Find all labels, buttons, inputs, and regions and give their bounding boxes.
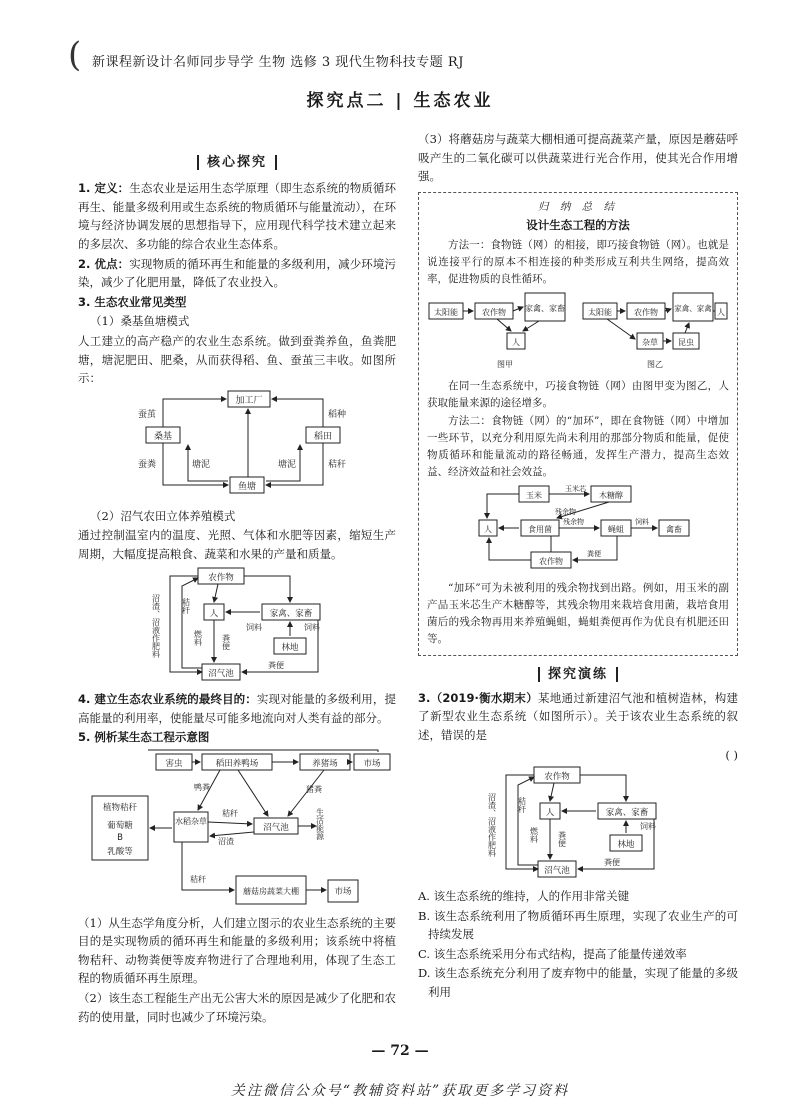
label-glucose: 葡萄糖	[107, 820, 133, 831]
answer-3: （3）将蘑菇房与蔬菜大棚相通可提高蔬菜产量，原因是蘑菇呼吸产生的二氧化碳可以供蔬菜进行光合作用，使其光合作用增强。	[418, 132, 738, 184]
label-straw2: 秸秆	[181, 598, 191, 615]
method-1-note: 在同一生态系统中，巧接食物链（网）由图甲变为图乙，人获取能量来源的途径增多。	[427, 380, 729, 410]
label-riceduck: 稻田养鸭场	[215, 758, 259, 769]
diagram-biogas-farm	[78, 564, 396, 684]
label-market2: 市场	[334, 886, 352, 897]
left-column	[78, 152, 396, 1027]
label-pest: 害虫	[165, 758, 183, 769]
label-mud2: 塘泥	[278, 459, 297, 470]
label-rice: 稻田	[313, 431, 333, 442]
section-title-core: 核心探究	[78, 152, 396, 173]
label-weed: 水稻杂草	[175, 816, 207, 826]
label-dung2: 粪便	[268, 661, 284, 671]
answer-paren: ( )	[725, 747, 738, 762]
figa-sun: 太阳能	[434, 307, 458, 317]
answer-2: （2）该生态工程能生产出无公害大米的原因是减少了化肥和农药的使用量，同时也减少了环境污染。	[78, 991, 396, 1024]
label-crop: 农作物	[208, 573, 234, 584]
label-dung: 粪便	[221, 634, 231, 651]
figc-dung: 粪便	[587, 550, 601, 559]
ex-label-poultry: 家禽、家畜	[605, 808, 649, 819]
figa-crop: 农作物	[482, 307, 506, 317]
ex-label-forest: 林地	[617, 840, 635, 851]
type2-text: 通过控制温室内的温度、光照、气体和水肥等因素，缩短生产周期，大幅度提高粮食、蔬菜和水果的产量和质量。	[78, 528, 396, 561]
label-mud1: 塘泥	[192, 459, 211, 470]
figb-crop: 农作物	[634, 307, 658, 317]
figb-sun: 太阳能	[588, 307, 612, 317]
figa-label: 图甲	[497, 359, 513, 369]
figc-feed: 饲料	[635, 518, 649, 527]
label-market: 市场	[363, 758, 381, 769]
figc-cob: 玉米芯	[565, 485, 586, 494]
label-fuel: 燃料	[193, 630, 203, 647]
label-poultry: 家禽、家畜	[269, 609, 313, 620]
ex-label-residue: 沼渣、沼液作肥料	[487, 793, 497, 858]
figb-label: 图乙	[647, 359, 663, 369]
label-pig: 养猪场	[312, 758, 338, 769]
goal-paragraph: 4. 建立生态农业系统的最终目的：实现对能量的多级利用，提高能量的利用率，使能量尽可能多地流向对人类有益的部分。	[78, 692, 396, 725]
definition-paragraph: 1. 定义：生态农业是运用生态学原理（即生态系统的物质循环再生、能量多级利用或生态系统的物质循环与能量流动），在环境与经济协调发展的思想指导下，应用现代科学技术建立起来的多层次、多功能的综合农业生态体系。	[78, 181, 396, 251]
types-heading: 3. 生态农业常见类型	[78, 294, 187, 309]
exercise-stem: 3.（2019·衡水期末）某地通过新建沼气池和植树造林，构建了新型农业生态系统（如图所示）。关于该农业生态系统的叙述，错误的是	[418, 690, 738, 743]
ex-label-fuel: 燃料	[529, 827, 539, 844]
label-plant-straw: 植物秸秆	[102, 802, 138, 813]
diagram-mulberry-fishpond	[78, 389, 396, 501]
label-cocoon: 蚕茧	[138, 409, 157, 420]
diagram-add-loop	[427, 482, 729, 574]
option-d: D. 该生态系统充分利用了废弃物中的能量，实现了能量的多级利用	[418, 966, 738, 1000]
figb-human: 人	[717, 307, 725, 317]
type1-text: 人工建立的高产稳产的农业生态系统。做到蚕粪养鱼，鱼粪肥塘，塘泥肥田、肥桑，从而获得稻、鱼、蚕茧三丰收。如图所示：	[78, 334, 396, 386]
ex-label-dung2: 粪便	[604, 858, 620, 868]
figa-human: 人	[512, 337, 520, 347]
advantage-paragraph: 2. 优点：实现物质的循环再生和能量的多级利用，减少环境污染，减少了化肥用量，降低了农业投入。	[78, 256, 396, 290]
label-residue: 沼渣、沼液作肥料	[151, 594, 161, 659]
label-mushroom: 蘑菇房蔬菜大棚	[243, 886, 299, 896]
label-seed: 稻种	[328, 409, 347, 420]
method-2-note: “加环”可为未被利用的残余物找到出路。例如，用玉米的副产品玉米芯生产木糖醇等，其残余物用来栽培食用菌，栽培食用菌后的残余物再用来养殖蝇蛆，蝇蛆粪便再作为优良有机肥还田等。	[427, 581, 729, 645]
ex-label-human: 人	[545, 808, 555, 819]
type1-title: （1）桑基鱼塘模式	[90, 314, 190, 329]
label-residue2: 沼渣	[218, 836, 234, 846]
answer-1: （1）从生态学角度分析，人们建立图示的农业生态系统的主要目的是实现物质的循环再生和能量的多级利用；该系统中将植物秸秆、动物粪便等废弃物进行了合理地利用，体现了生态工程的物质循环再生原理。	[78, 915, 396, 986]
option-a: A. 该生态系统的维持，人的作用非常关键	[418, 888, 630, 903]
label-silkdung: 蚕粪	[138, 459, 157, 470]
method-1: 方法一：食物链（网）的相接，即巧接食物链（网）。也就是说连接平行的原本不相连接的种类形成互利共生网络，提高效率，促进物质的良性循环。	[427, 238, 729, 285]
summary-tag: 归 纳 总 结	[537, 200, 618, 213]
label-pond: 鱼塘	[237, 481, 257, 492]
figc-crop: 农作物	[539, 557, 563, 567]
diagram-food-web	[427, 289, 729, 373]
label-straw-b: 秸秆	[222, 808, 238, 818]
label-feed: 饲料	[246, 623, 262, 633]
header-bracket: (	[68, 35, 82, 75]
example-heading: 5. 例析某生态工程示意图	[78, 730, 210, 745]
label-forest: 林地	[281, 643, 299, 654]
label-straw-c: 秸秆	[190, 874, 206, 884]
diagram-eco-engineering	[78, 748, 396, 908]
figb-poultry: 家禽、家禽	[674, 303, 712, 313]
figc-xylitol: 木糖醇	[599, 491, 623, 501]
label-pigdung: 猪粪	[306, 784, 322, 794]
ex-label-biogas: 沼气池	[544, 866, 570, 877]
figb-weed: 杂草	[642, 337, 658, 347]
footer-note: 关注微信公众号“教辅资料站”获取更多学习资料	[230, 1083, 570, 1099]
diagram-exercise	[418, 765, 738, 881]
figc-human: 人	[484, 525, 492, 535]
figb-insect: 昆虫	[678, 337, 694, 347]
figc-residue2: 残余物	[563, 518, 584, 527]
option-c: C. 该生态系统采用分布式结构，提高了能量传递效率	[418, 946, 687, 961]
page-title: 探究点二 | 生态农业	[306, 91, 494, 111]
figc-residue1: 残余物	[555, 508, 576, 517]
ex-label-dung: 粪便	[557, 831, 567, 848]
ex-label-crop: 农作物	[544, 772, 570, 783]
figc-fly: 蝇蛆	[608, 525, 624, 535]
figa-poultry: 家禽、家畜	[525, 303, 565, 313]
method-2: 方法二：食物链（网）的“加环”，即在食物链（网）中增加一些环节，以充分利用原先尚未利用的那部分物质和能量，促使物质循环和能量流动的路径畅通，发挥生产潜力，提高生态效益、经济效益和社会效益。	[427, 415, 729, 479]
label-factory: 加工厂	[235, 395, 263, 406]
option-b: B. 该生态系统利用了物质循环再生原理，实现了农业生产的可持续发展	[418, 908, 738, 942]
label-biogas: 沼气池	[208, 669, 234, 680]
label-lactic: 乳酸等	[107, 846, 133, 857]
type2-title: （2）沼气农田立体养殖模式	[90, 508, 236, 523]
label-duckdung: 鸭粪	[194, 782, 210, 792]
label-b: B	[117, 832, 123, 843]
summary-title: 设计生态工程的方法	[526, 217, 630, 232]
label-biogas3: 沼气池	[263, 822, 289, 833]
label-mulberry: 桑基	[153, 431, 173, 442]
running-header: 新课程新设计名师同步导学 生物 选修 3 现代生物科技专题 RJ	[92, 55, 464, 70]
figc-corn: 玉米	[526, 491, 542, 501]
right-column	[418, 130, 738, 1003]
ex-label-feed: 饲料	[640, 822, 656, 832]
label-straw: 秸秆	[328, 459, 347, 470]
label-forage: 饲料	[304, 623, 320, 633]
figc-poultry: 禽畜	[666, 525, 682, 535]
section-title-practice: 探究演练	[418, 664, 738, 685]
label-energy: 生活能源	[315, 807, 325, 840]
summary-box	[418, 192, 738, 656]
figc-mushroom: 食用菌	[528, 525, 552, 535]
label-human: 人	[209, 609, 219, 620]
ex-label-straw: 秸秆	[517, 797, 527, 814]
page-number: — 72 —	[371, 1043, 429, 1059]
